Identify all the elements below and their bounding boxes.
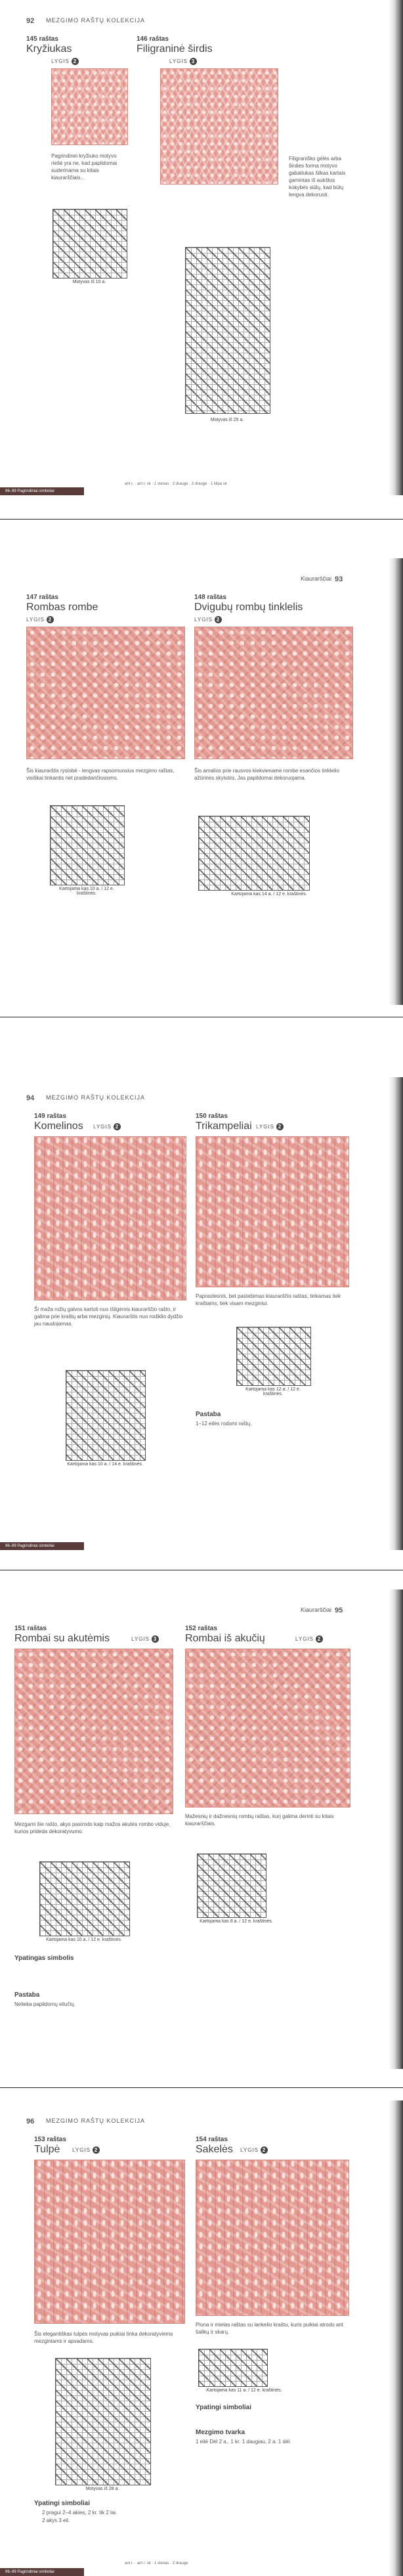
symbol-legend: ant r. · ant r. sk · 1 vienas · 2 drauge (125, 2562, 188, 2565)
book-header: MEZGIMO RAŠTŲ KOLEKCIJA (46, 1094, 146, 1101)
level-label: LYGIS (26, 617, 45, 623)
legend-item: 2 drauge (172, 482, 188, 486)
note-heading: Pastaba (14, 1991, 40, 1999)
page-93 (0, 558, 403, 1005)
page-number: 95 (335, 1607, 343, 1614)
pattern-number: 145 raštas (26, 35, 58, 43)
symbol-note: 2 akys 3 eil. (42, 2518, 70, 2523)
level-badge (51, 58, 79, 65)
chart-caption: Kartojama kas 10 a. / 14 e. kraštinės. (67, 1462, 143, 1467)
knit-swatch (34, 2160, 185, 2324)
level-number: 2 (276, 1123, 284, 1130)
pattern-description: Šis elegantiškas tulpės motyvas puikiai tinka dekoratyviems mezginiams ir apvadams. (34, 2331, 173, 2344)
legend-item: 1 vienas (154, 2562, 169, 2565)
pattern-description: Ši maža rožių galvos kartoti nuo išilgėmis kiaurarščio rašto, ir galima prie kraštų arba mezginių. Kiaurarštis nuo rodiklio dydžio jau naudojamas. (34, 1306, 183, 1327)
chart-caption: Motyvas iš 10 a. (72, 280, 106, 284)
section-tag: Kiaurarščiai (301, 575, 332, 582)
chart-caption: Motyvas iš 28 a. (85, 2487, 119, 2491)
level-label: LYGIS (169, 58, 188, 64)
pattern-name: Tulpė (34, 2144, 60, 2155)
knit-swatch (196, 1136, 349, 1287)
page-92 (0, 0, 403, 495)
level-label: LYGIS (72, 2147, 91, 2153)
page-96 (0, 2100, 403, 2576)
pattern-number: 151 raštas (14, 1625, 47, 1632)
pattern-name: Rombai su akutėmis (14, 1633, 110, 1644)
pattern-description: Pagrindinei kryžiuko motyvo riešė yra ne, kad papildomai suderinama su kitais kiaurarščiais... (51, 153, 117, 181)
level-label: LYGIS (295, 1636, 314, 1642)
knitting-chart (198, 816, 310, 891)
book-spine (389, 558, 403, 1005)
page-number: 92 (26, 17, 35, 25)
symbol-note: 2 pragui 2–4 akies, 2 kr. tik 2 lai. (42, 2510, 117, 2516)
book-header: MEZGIMO RAŠTŲ KOLEKCIJA (46, 2118, 146, 2124)
knitting-chart (50, 805, 125, 885)
pattern-number: 147 raštas (26, 594, 58, 601)
page-95 (0, 1589, 403, 2069)
knit-swatch (26, 627, 185, 759)
knit-swatch (51, 68, 128, 145)
pattern-number: 146 raštas (137, 35, 169, 43)
knitting-chart (236, 1327, 311, 1386)
book-spine (389, 1077, 403, 1550)
note-text: 1–12 eilės rodomi raštų. (196, 1421, 252, 1427)
chart-caption: Kartojama kas 10 a. / 12 e. kraštinės. (46, 1938, 122, 1942)
level-label: LYGIS (51, 58, 70, 64)
note-text: Nelieka papildomų eilučių. (14, 2001, 75, 2007)
knitting-chart (66, 1370, 146, 1461)
legend-item: ant r. (125, 482, 134, 486)
legend-item: ant r. sk (137, 2562, 151, 2565)
level-number: 2 (261, 2146, 268, 2154)
pattern-description: Paprastesnis, bet pastebimas kiaurarščio raštas, tinkamas tiek kraštams, tiek visam mezginiui. (196, 1293, 341, 1306)
knitting-chart (185, 247, 270, 414)
note-heading: Pastaba (196, 1411, 221, 1418)
level-label: LYGIS (256, 1124, 274, 1130)
pattern-number: 150 raštas (196, 1113, 228, 1120)
book-spine (389, 0, 403, 495)
legend-item: ant r. sk (137, 482, 151, 486)
legend-item: 1 vienas (154, 482, 169, 486)
level-number: 2 (316, 1635, 323, 1643)
knit-swatch (194, 627, 353, 759)
legend-item: ant r. (125, 2562, 134, 2565)
footer-band: 96–99 Pagrindiniai simboliai (0, 1542, 84, 1550)
level-number: 2 (72, 58, 79, 65)
chart-caption: Kartojama kas 14 a. / 12 e. kraštinės. (231, 892, 307, 897)
symbol-legend: ant r. · ant r. sk · 1 vienas · 2 drauge · 3 drauge · 1 kilpa sk (125, 482, 227, 486)
level-badge (194, 616, 222, 623)
knitting-order-text: 1 eilė Dėl 2 a., 1 kr. 1 daugiau, 2 a. 1 dėl. (196, 2439, 291, 2445)
knit-swatch (34, 1136, 186, 1300)
chart-caption: Motyvas iš 25 a. (210, 418, 244, 422)
pattern-name: Trikampeliai (196, 1121, 252, 1132)
level-badge (295, 1635, 323, 1643)
book-header: MEZGIMO RAŠTŲ KOLEKCIJA (46, 17, 146, 24)
level-badge (72, 2146, 100, 2154)
pattern-name: Filigraninė širdis (137, 43, 213, 55)
legend-item: 3 drauge (191, 482, 207, 486)
section-tag: Kiaurarščiai (301, 1607, 332, 1613)
knit-swatch (14, 1649, 173, 1814)
chart-caption: Kartojama kas 12 a. / 12 e. kraštinės. (245, 1387, 301, 1396)
page-94 (0, 1077, 403, 1550)
knit-swatch (160, 68, 278, 185)
pattern-number: 154 raštas (196, 2136, 228, 2143)
pattern-description: Filigraniško gėlės arba širdies forma motyvo gabaliukas šilkas kartais gamintas iš aukštos kokybės siūlų, kad būtų lengva dekoruoti. (289, 156, 346, 198)
pattern-description: Mažesnių ir dažnesnių rombų raštas, kurį galima derinti su kitais kiaurarščiais. (185, 1813, 334, 1827)
chart-caption: Kartojama kas 8 a. / 12 e. kraštinės. (200, 1919, 273, 1924)
pattern-name: Rombai iš akučių (185, 1633, 265, 1644)
pattern-name: Kryžiukas (26, 43, 72, 55)
level-number: 2 (215, 616, 222, 623)
legend-item: 2 drauge (172, 2562, 188, 2565)
knitting-chart (197, 1854, 266, 1918)
level-label: LYGIS (240, 2147, 259, 2153)
footer-band: 96–99 Pagrindiniai simboliai (0, 487, 84, 495)
level-label: LYGIS (93, 1124, 112, 1130)
knitting-order-heading: Mezgimo tvarka (196, 2429, 245, 2436)
page-divider (0, 519, 403, 520)
book-spine (389, 1589, 403, 2069)
knitting-chart (198, 2349, 268, 2387)
level-badge (26, 616, 54, 623)
special-symbol-heading: Ypatingas simbolis (14, 1955, 74, 1962)
knitting-chart (55, 2358, 151, 2485)
pattern-number: 148 raštas (194, 594, 226, 601)
page-divider (0, 2087, 403, 2088)
level-label: LYGIS (131, 1636, 150, 1642)
page-number: 96 (26, 2118, 35, 2125)
level-label: LYGIS (194, 617, 213, 623)
pattern-description: Šis amalios prie rausvos kiekviename rombe esančios tinklelio ažūrinės skylutės. Jas papildomai dekoruojama. (194, 768, 339, 781)
level-number: 2 (114, 1123, 121, 1130)
pattern-number: 153 raštas (34, 2136, 66, 2143)
page-number: 93 (335, 575, 343, 583)
pattern-description: Plona ir mielas raštas su lankelio kraštu, kuris puikiai atrodo ant šalikų ir skarų. (196, 2322, 343, 2335)
level-badge (131, 1635, 159, 1643)
knitting-chart (53, 209, 127, 278)
knit-swatch (185, 1649, 350, 1808)
special-symbol-heading: Ypatingi simboliai (34, 2500, 91, 2507)
page-number: 94 (26, 1094, 35, 1102)
pattern-name: Komelinos (34, 1121, 83, 1132)
level-number: 2 (47, 616, 54, 623)
knit-swatch (196, 2160, 349, 2316)
level-number: 3 (152, 1635, 159, 1643)
pattern-number: 152 raštas (185, 1625, 217, 1632)
level-badge (240, 2146, 268, 2154)
pattern-name: Dvigubų rombų tinklelis (194, 602, 303, 613)
level-number: 3 (190, 58, 197, 65)
level-badge (169, 58, 197, 65)
special-symbol-heading: Ypatingi simboliai (196, 2404, 252, 2411)
book-spine (389, 2100, 403, 2576)
pattern-number: 149 raštas (34, 1113, 66, 1120)
pattern-name: Sakelės (196, 2144, 233, 2155)
level-badge (93, 1123, 121, 1130)
pattern-name: Rombas rombe (26, 602, 98, 613)
knitting-chart (39, 1861, 130, 1936)
chart-caption: Kartojama kas 10 a. / 12 e. kraštinės. (59, 887, 114, 896)
pattern-description: Šis kiaurarštis rysiobė - lengvas rapsomuosius mezgimo raštas, visiškai tinkantis net pradedančiosioms. (26, 768, 175, 781)
legend-item: 1 kilpa sk (210, 482, 227, 486)
pattern-description: Mezgami šie rašto, akys pasirodo kaip mažos akutės rombo viduje, kurios prideda dekoratyvumo. (14, 1821, 171, 1834)
level-badge (256, 1123, 284, 1130)
footer-band: 96–99 Pagrindiniai simboliai (0, 2568, 84, 2576)
chart-caption: Kartojama kas 11 a. / 12 e. kraštinės. (206, 2388, 282, 2393)
level-number: 2 (93, 2146, 100, 2154)
